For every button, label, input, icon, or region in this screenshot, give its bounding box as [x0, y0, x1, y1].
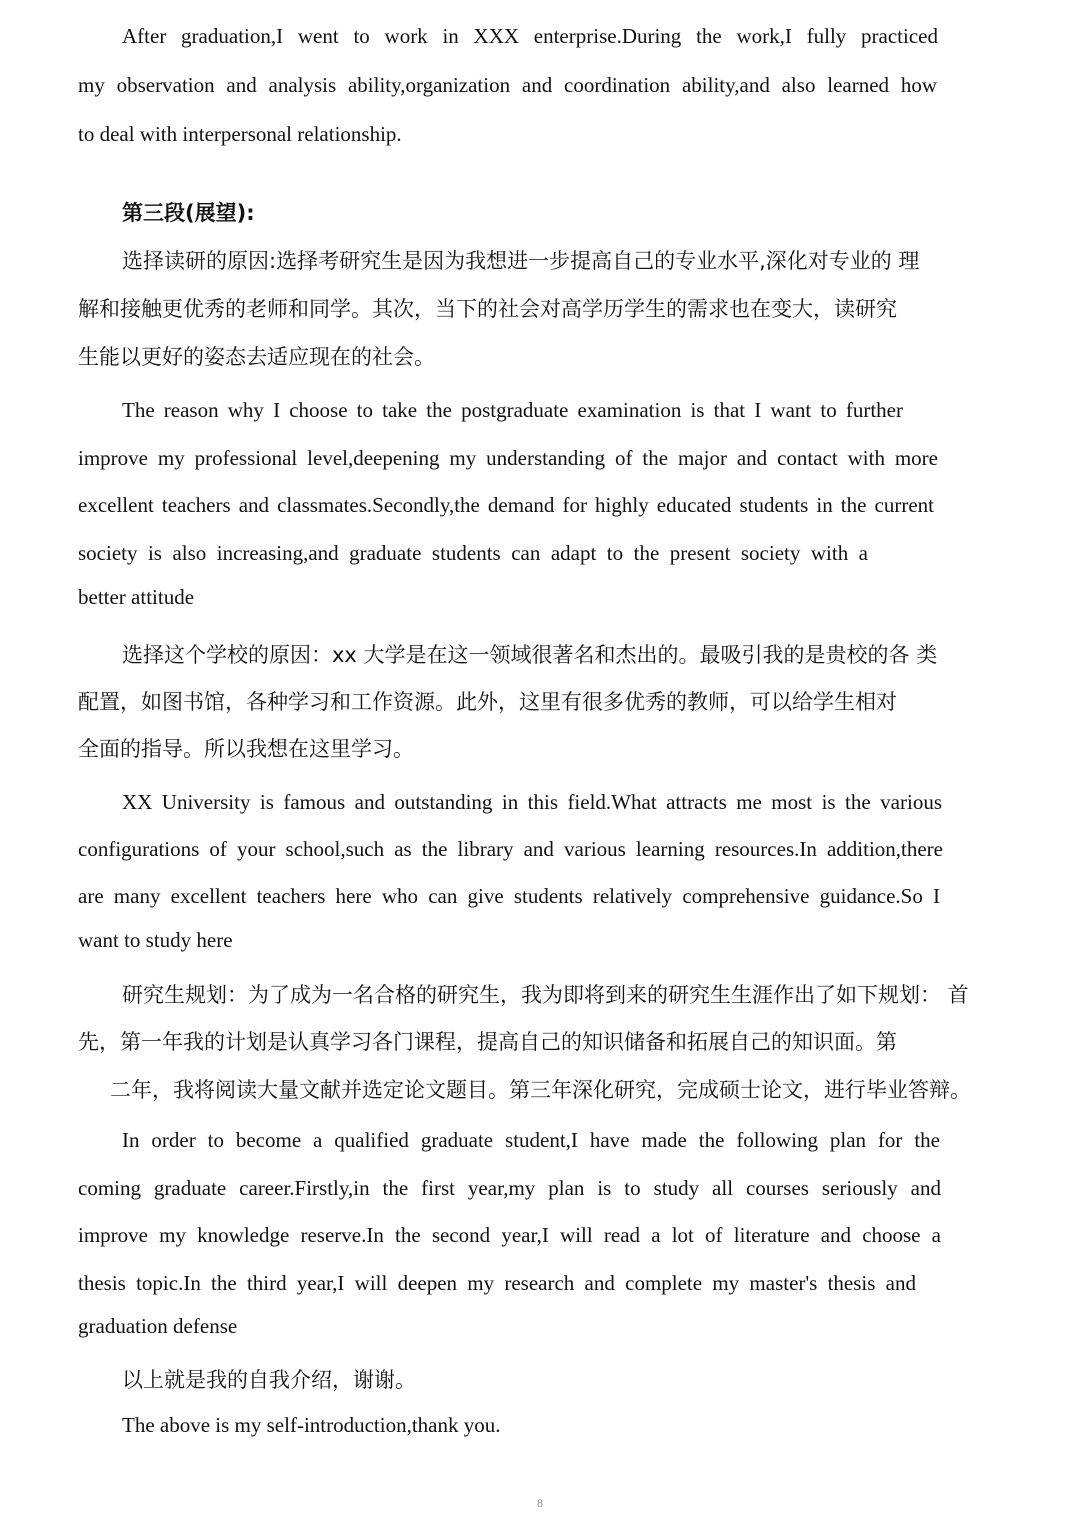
reason-school-zh-line-3: 全面的指导。所以我想在这里学习。	[78, 737, 414, 761]
page-number: 8	[537, 1496, 543, 1510]
plan-zh-line-1: 研究生规划：为了成为一名合格的研究生，我为即将到来的研究生生涯作出了如下规划： 首	[122, 983, 969, 1007]
reason-postgrad-zh-line-1: 选择读研的原因:选择考研究生是因为我想进一步提高自己的专业水平,深化对专业的 理	[122, 249, 920, 273]
reason-postgrad-en-line-4: society is also increasing,and graduate students can adapt to the present society with a	[78, 541, 868, 565]
reason-school-en-line-3: are many excellent teachers here who can give students relatively comprehensive guidance.So I	[78, 884, 940, 908]
closing-en: The above is my self-introduction,thank you.	[122, 1413, 501, 1437]
reason-postgrad-zh-line-2: 解和接触更优秀的老师和同学。其次，当下的社会对高学历学生的需求也在变大，读研究	[78, 297, 897, 321]
plan-zh-line-2: 先，第一年我的计划是认真学习各门课程，提高自己的知识储备和拓展自己的知识面。第	[78, 1030, 897, 1054]
reason-postgrad-en-line-3: excellent teachers and classmates.Secondly,the demand for highly educated students in the current	[78, 493, 934, 517]
intro-line-1: After graduation,I went to work in XXX enterprise.During the work,I fully practiced	[122, 24, 938, 48]
reason-postgrad-en-line-5: better attitude	[78, 585, 195, 609]
plan-en-line-5: graduation defense	[78, 1314, 238, 1338]
plan-zh-line-3: 二年，我将阅读大量文献并选定论文题目。第三年深化研究，完成硕士论文，进行毕业答辩。	[110, 1078, 971, 1102]
reason-postgrad-en-line-1: The reason why I choose to take the postgraduate examination is that I want to further	[122, 398, 903, 422]
reason-school-en-line-2: configurations of your school,such as the library and various learning resources.In addition,there	[78, 837, 943, 861]
intro-line-3: to deal with interpersonal relationship.	[78, 122, 402, 146]
plan-en-line-3: improve my knowledge reserve.In the second year,I will read a lot of literature and choose a	[78, 1223, 941, 1247]
reason-postgrad-zh-line-3: 生能以更好的姿态去适应现在的社会。	[78, 345, 435, 369]
plan-en-line-1: In order to become a qualified graduate student,I have made the following plan for the	[122, 1128, 940, 1152]
section-heading: 第三段(展望):	[122, 201, 255, 225]
reason-school-en-line-4: want to study here	[78, 928, 233, 952]
intro-line-2: my observation and analysis ability,organization and coordination ability,and also learned how	[78, 73, 937, 97]
reason-school-zh-line-2: 配置，如图书馆，各种学习和工作资源。此外，这里有很多优秀的教师，可以给学生相对	[78, 690, 897, 714]
plan-en-line-2: coming graduate career.Firstly,in the first year,my plan is to study all courses seriously and	[78, 1176, 941, 1200]
closing-zh: 以上就是我的自我介绍，谢谢。	[122, 1368, 416, 1392]
plan-en-line-4: thesis topic.In the third year,I will deepen my research and complete my master's thesis and	[78, 1271, 916, 1295]
reason-postgrad-en-line-2: improve my professional level,deepening my understanding of the major and contact with more	[78, 446, 938, 470]
reason-school-zh-line-1: 选择这个学校的原因：xx 大学是在这一领域很著名和杰出的。最吸引我的是贵校的各 类	[122, 643, 938, 667]
reason-school-en-line-1: XX University is famous and outstanding in this field.What attracts me most is the various	[122, 790, 942, 814]
